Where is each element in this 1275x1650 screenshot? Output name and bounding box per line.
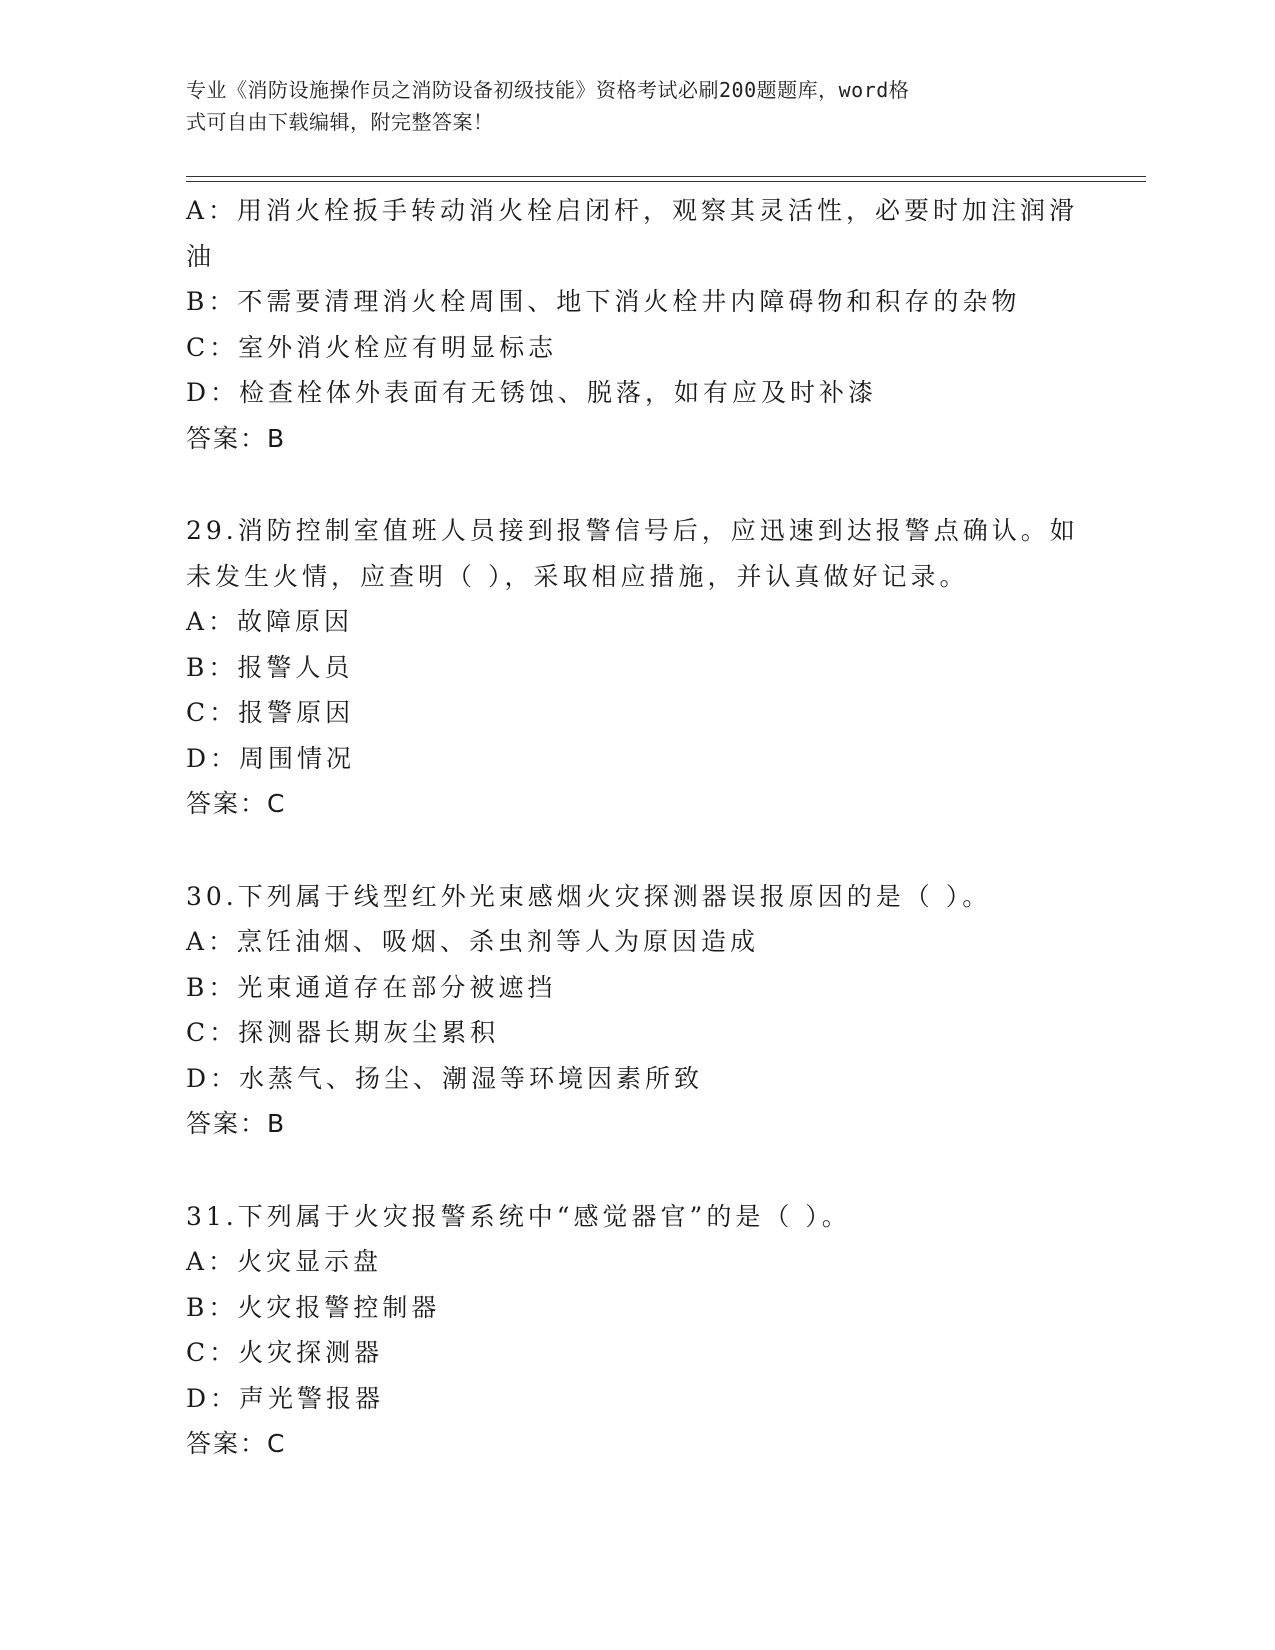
option-d: D：检查栓体外表面有无锈蚀、脱落，如有应及时补漆 bbox=[186, 378, 878, 407]
question-29 bbox=[186, 508, 1079, 827]
option-c: C：火灾探测器 bbox=[186, 1338, 384, 1367]
document-header bbox=[186, 74, 1066, 138]
header-divider-bottom bbox=[186, 181, 1146, 182]
question-28 bbox=[186, 188, 1079, 461]
header-title-line-1: 专业《消防设施操作员之消防设备初级技能》资格考试必刷200题题库，word格 bbox=[186, 78, 910, 102]
option-d: D：声光警报器 bbox=[186, 1383, 385, 1413]
question-stem-continued: 未发生火情，应查明（ ），采取相应措施，并认真做好记录。 bbox=[186, 561, 969, 591]
option-d: D：水蒸气、扬尘、潮湿等环境因素所致 bbox=[186, 1063, 704, 1093]
question-31 bbox=[186, 1194, 1076, 1467]
option-d: D：周围情况 bbox=[186, 743, 356, 773]
question-30 bbox=[186, 874, 1076, 1147]
answer-line: 答案：C bbox=[186, 789, 287, 818]
answer-line: 答案：B bbox=[186, 423, 287, 453]
option-b: B：报警人员 bbox=[186, 652, 354, 682]
option-c: C：室外消火栓应有明显标志 bbox=[186, 332, 558, 362]
answer-line: 答案：B bbox=[186, 1109, 287, 1138]
option-a: A：用消火栓扳手转动消火栓启闭杆，观察其灵活性，必要时加注润滑 bbox=[186, 196, 1079, 225]
option-c: C：探测器长期灰尘累积 bbox=[186, 1018, 500, 1047]
option-a: A：烹饪油烟、吸烟、杀虫剂等人为原因造成 bbox=[186, 927, 760, 956]
option-b: B：火灾报警控制器 bbox=[186, 1292, 441, 1322]
question-stem: 31.下列属于火灾报警系统中“感觉器官”的是（ ）。 bbox=[186, 1201, 851, 1231]
header-divider-top bbox=[186, 176, 1146, 177]
option-a: A：火灾显示盘 bbox=[186, 1247, 383, 1276]
option-a-continued: 油 bbox=[186, 241, 216, 271]
option-b: B：光束通道存在部分被遮挡 bbox=[186, 972, 557, 1002]
question-list bbox=[186, 188, 1079, 1467]
option-a: A：故障原因 bbox=[186, 607, 354, 636]
question-stem: 30.下列属于线型红外光束感烟火灾探测器误报原因的是（ ）。 bbox=[186, 881, 992, 911]
header-title-line-2: 式可自由下载编辑，附完整答案！ bbox=[186, 110, 494, 134]
question-stem: 29.消防控制室值班人员接到报警信号后，应迅速到达报警点确认。如 bbox=[186, 516, 1079, 545]
answer-line: 答案：C bbox=[186, 1429, 287, 1458]
option-b: B：不需要清理消火栓周围、地下消火栓井内障碍物和积存的杂物 bbox=[186, 287, 1021, 316]
option-c: C：报警原因 bbox=[186, 698, 355, 727]
